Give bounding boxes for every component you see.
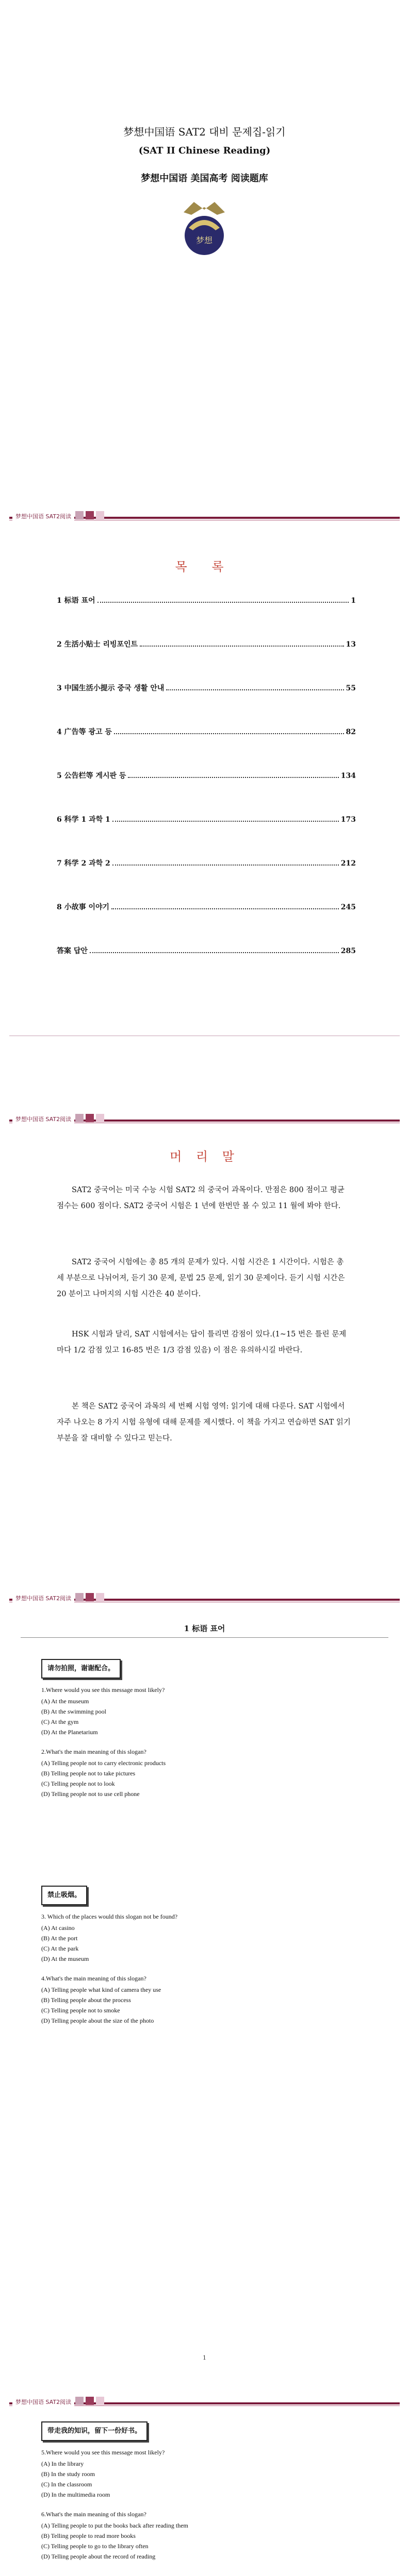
answer-option[interactable]: (D) Telling people not to use cell phone — [41, 1790, 140, 1798]
toc-entry[interactable] — [57, 858, 356, 868]
answer-option[interactable]: (C) Telling people not to smoke — [41, 2007, 120, 2014]
answer-option[interactable]: (B) In the study room — [41, 2470, 95, 2478]
slogan-sign: 请勿拍照，谢谢配合。 — [41, 1659, 121, 1679]
answer-option[interactable]: (B) At the swimming pool — [41, 1708, 106, 1715]
answer-option[interactable]: (A) Telling people not to carry electronic products — [41, 1759, 166, 1767]
answer-option[interactable]: (A) Telling people to put the books back after reading them — [41, 2522, 188, 2529]
slogan-sign: 禁止吸烟。 — [41, 1886, 87, 1905]
answer-option[interactable]: (B) Telling people about the process — [41, 1996, 131, 2004]
toc-entry-page: 13 — [346, 640, 356, 649]
toc-entry-label: 1 标语 표어 — [57, 597, 95, 605]
answer-option[interactable]: (D) Telling people about the record of reading — [41, 2553, 156, 2560]
answer-option[interactable]: (C) At the gym — [41, 1718, 79, 1725]
preface-paragraph: SAT2 중국어는 미국 수능 시험 SAT2 의 중국어 과목이다. 만점은 800 점이고 평균 점수는 600 점이다. SAT2 중국어 시험은 1 년에 한번만 볼 수 있고 11 월에 봐야 한다. — [57, 1186, 345, 1210]
answer-option[interactable]: (A) At the museum — [41, 1698, 89, 1705]
answer-option[interactable]: (B) Telling people to read more books — [41, 2532, 136, 2539]
question-text: 1.Where would you see this message most likely? — [41, 1686, 165, 1693]
cover-chinese-title: 梦想中国语 美国高考 阅读题库 — [141, 173, 268, 184]
page-header-banner — [9, 510, 400, 526]
toc-entry-label: 3 中国生活小提示 중국 생활 안내 — [57, 684, 165, 692]
toc-entry-page: 55 — [346, 684, 356, 692]
cover-title: 梦想中国语 SAT2 대비 문제집-읽기 — [123, 126, 286, 138]
toc-dot-leader — [111, 903, 339, 909]
question-text: 5.Where would you see this message most likely? — [41, 2449, 165, 2456]
preface-paragraph: SAT2 중국어 시험에는 총 85 개의 문제가 있다. 시험 시간은 1 시간이다. 시험은 총 세 부분으로 나뉘어져, 듣기 30 문제, 문법 25 문제, 읽기 30 문제이다. 듣기 시험 시간은 20 분이고 나머지의 시험 시간은 40 분이다. — [57, 1258, 345, 1298]
page-number: 1 — [203, 2354, 206, 2361]
slogan-sign: 带走我的知识，留下一份好书。 — [41, 2421, 148, 2441]
answer-option[interactable]: (D) In the multimedia room — [41, 2491, 110, 2498]
toc-entry[interactable] — [57, 683, 356, 693]
question-text: 6.What's the main meaning of this slogan? — [41, 2511, 146, 2518]
page-header-banner — [9, 2396, 400, 2411]
toc-entry-label: 8 小故事 이야기 — [57, 903, 110, 911]
question-text: 3. Which of the places would this slogan not be found? — [41, 1913, 178, 1920]
toc-entry-page: 134 — [340, 772, 356, 780]
toc-dot-leader — [128, 772, 338, 778]
answer-option[interactable]: (D) At the Planetarium — [41, 1728, 98, 1736]
toc-entry-page: 1 — [351, 597, 356, 605]
answer-option[interactable]: (B) At the port — [41, 1935, 78, 1942]
section-rule — [21, 1637, 388, 1638]
toc-entry-label: 7 科学 2 과학 2 — [57, 859, 110, 868]
answer-option[interactable]: (C) In the classroom — [41, 2481, 92, 2488]
question-text: 2.What's the main meaning of this slogan? — [41, 1748, 146, 1755]
answer-option[interactable]: (C) At the park — [41, 1945, 79, 1952]
toc-dot-leader — [97, 597, 349, 603]
toc-entry[interactable] — [57, 902, 356, 912]
logo-emblem — [178, 192, 230, 264]
toc-entry-page: 173 — [340, 816, 356, 824]
toc-entry[interactable] — [57, 945, 356, 956]
toc-dot-leader — [112, 816, 339, 822]
toc-entry-label: 2 生活小贴士 리빙포인트 — [57, 640, 138, 649]
answer-option[interactable]: (C) Telling people not to look — [41, 1780, 115, 1787]
answer-option[interactable]: (D) Telling people about the size of the photo — [41, 2017, 154, 2024]
answer-option[interactable]: (A) At casino — [41, 1924, 75, 1931]
toc-entry[interactable] — [57, 770, 356, 781]
toc-heading: 목 록 — [175, 560, 234, 574]
cover-subtitle: (SAT II Chinese Reading) — [138, 145, 271, 156]
answer-option[interactable]: (C) Telling people to go to the library often — [41, 2543, 149, 2550]
toc-dot-leader — [166, 684, 343, 690]
toc-entry-label: 答案 답안 — [57, 947, 88, 955]
header-brand: 梦想中国语 SAT2阅读 — [12, 2398, 74, 2406]
header-brand: 梦想中国语 SAT2阅读 — [12, 1115, 74, 1123]
question-text: 4.What's the main meaning of this slogan? — [41, 1975, 146, 1982]
header-brand: 梦想中国语 SAT2阅读 — [12, 512, 74, 520]
answer-option[interactable]: (D) At the museum — [41, 1955, 89, 1962]
toc-entry[interactable] — [57, 639, 356, 649]
answer-option[interactable]: (B) Telling people not to take pictures — [41, 1770, 136, 1777]
toc-entry-page: 285 — [340, 947, 356, 955]
toc-entry-label: 6 科学 1 과학 1 — [57, 816, 110, 824]
preface-paragraph: 본 책은 SAT2 중국어 과목의 세 번째 시험 영역: 읽기에 대해 다룬다. SAT 시험에서 자주 나오는 8 가지 시험 유형에 대해 문제를 제시했다. 이 책을 가지고 연습하면 SAT 읽기 부분을 잘 대비할 수 있다고 믿는다. — [57, 1402, 351, 1443]
page-header-banner — [9, 1113, 400, 1128]
toc-entry[interactable] — [57, 595, 356, 605]
toc-dot-leader — [140, 640, 343, 647]
page-header-banner — [9, 1592, 400, 1607]
toc-entry-label: 4 广告等 광고 등 — [57, 728, 112, 736]
toc-entry-page: 82 — [346, 728, 356, 736]
preface-paragraph: HSK 시험과 달리, SAT 시험에서는 답이 틀리면 감점이 있다.(1~15 번은 틀린 문제마다 1/2 감점 있고 16-85 번은 1/3 감점 있음) 이 점은 유의하시길 바란다. — [57, 1330, 347, 1354]
section-title: 1 标语 표어 — [184, 1624, 225, 1633]
toc-entry[interactable] — [57, 726, 356, 737]
preface-heading: 머 리 말 — [170, 1149, 239, 1164]
toc-dot-leader — [114, 728, 344, 734]
toc-entry-page: 245 — [340, 903, 356, 911]
toc-entry-label: 5 公告栏等 게시판 등 — [57, 772, 126, 780]
toc-dot-leader — [90, 947, 339, 953]
logo-text: 梦想 — [195, 235, 213, 245]
answer-option[interactable]: (A) In the library — [41, 2460, 84, 2467]
toc-entry[interactable] — [57, 814, 356, 824]
cover-page — [0, 0, 409, 294]
header-brand: 梦想中国语 SAT2阅读 — [12, 1594, 74, 1602]
answer-option[interactable]: (A) Telling people what kind of camera they use — [41, 1986, 161, 1993]
toc-entry-page: 212 — [340, 859, 356, 868]
toc-dot-leader — [112, 859, 339, 866]
